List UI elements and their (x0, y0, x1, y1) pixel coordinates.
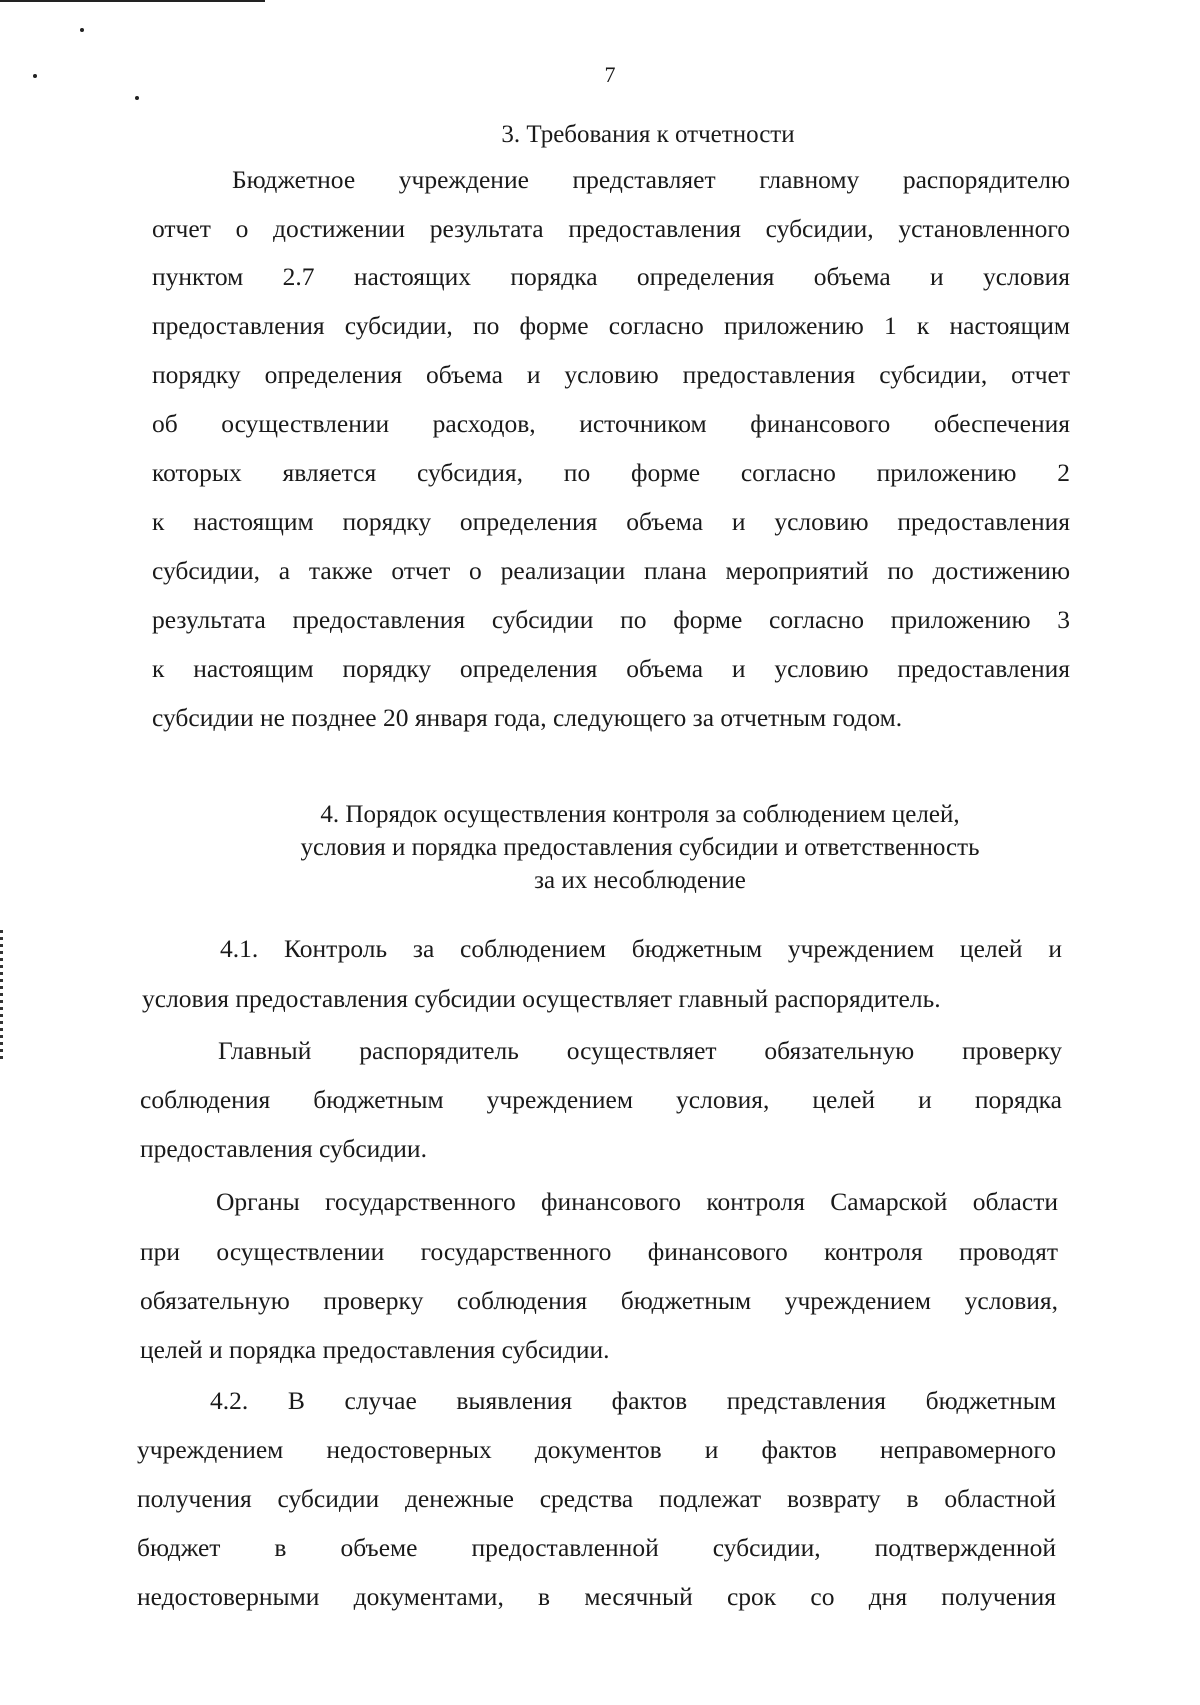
section-3-title: 3. Требования к отчетности (501, 121, 795, 148)
scan-speck (80, 28, 84, 32)
section-4-line: Органы государственного финансового контроля Самарской области (216, 1187, 1058, 1216)
section-3-line: которых является субсидия, по форме согласно приложению 2 (152, 458, 1070, 487)
section-4-title-line: 4. Порядок осуществления контроля за соблюдением целей, (320, 801, 960, 828)
section-4-line: обязательную проверку соблюдения бюджетным учреждением условия, (140, 1286, 1058, 1315)
section-3-line: к настоящим порядку определения объема и условию предоставления (152, 654, 1070, 683)
section-3-line: порядку определения объема и условию предоставления субсидии, отчет (152, 360, 1070, 389)
section-4-line: предоставления субсидии. (140, 1134, 427, 1163)
section-3-line: результата предоставления субсидии по форме согласно приложению 3 (152, 605, 1070, 634)
section-4-line: 4.1. Контроль за соблюдением бюджетным учреждением целей и (220, 934, 1062, 963)
section-3-line: к настоящим порядку определения объема и условию предоставления (152, 507, 1070, 536)
scan-speck (135, 96, 139, 100)
section-4-line: недостоверными документами, в месячный срок со дня получения (137, 1582, 1056, 1611)
section-4-line: соблюдения бюджетным учреждением условия, целей и порядка (140, 1085, 1062, 1114)
section-3-line: субсидии не позднее 20 января года, следующего за отчетным годом. (152, 703, 903, 732)
section-3-line: предоставления субсидии, по форме согласно приложению 1 к настоящим (152, 311, 1070, 340)
section-4-line: 4.2. В случае выявления фактов представления бюджетным (210, 1386, 1056, 1415)
scan-artifact-top-line (0, 0, 265, 2)
section-3-line: Бюджетное учреждение представляет главному распорядителю (232, 165, 1070, 194)
section-4-line: целей и порядка предоставления субсидии. (140, 1335, 610, 1364)
section-3-line: субсидии, а также отчет о реализации плана мероприятий по достижению (152, 556, 1070, 585)
page-number: 7 (604, 62, 616, 87)
section-4-line: получения субсидии денежные средства подлежат возврату в областной (137, 1484, 1056, 1513)
section-4-line: бюджет в объеме предоставленной субсидии, подтвержденной (137, 1533, 1056, 1562)
section-4-line: учреждением недостоверных документов и фактов неправомерного (137, 1435, 1056, 1464)
section-4-title-line: за их несоблюдение (534, 867, 746, 894)
section-4-line: условия предоставления субсидии осуществляет главный распорядитель. (142, 984, 941, 1013)
section-3-line: об осуществлении расходов, источником финансового обеспечения (152, 409, 1070, 438)
section-3-line: отчет о достижении результата предоставления субсидии, установленного (152, 214, 1070, 243)
section-4-line: Главный распорядитель осуществляет обязательную проверку (218, 1036, 1062, 1065)
section-4-line: при осуществлении государственного финансового контроля проводят (140, 1237, 1058, 1266)
scan-artifact-left-edge (0, 930, 3, 1060)
section-4-title-line: условия и порядка предоставления субсидии и ответственность (300, 834, 980, 861)
section-3-line: пунктом 2.7 настоящих порядка определения объема и условия (152, 262, 1070, 291)
